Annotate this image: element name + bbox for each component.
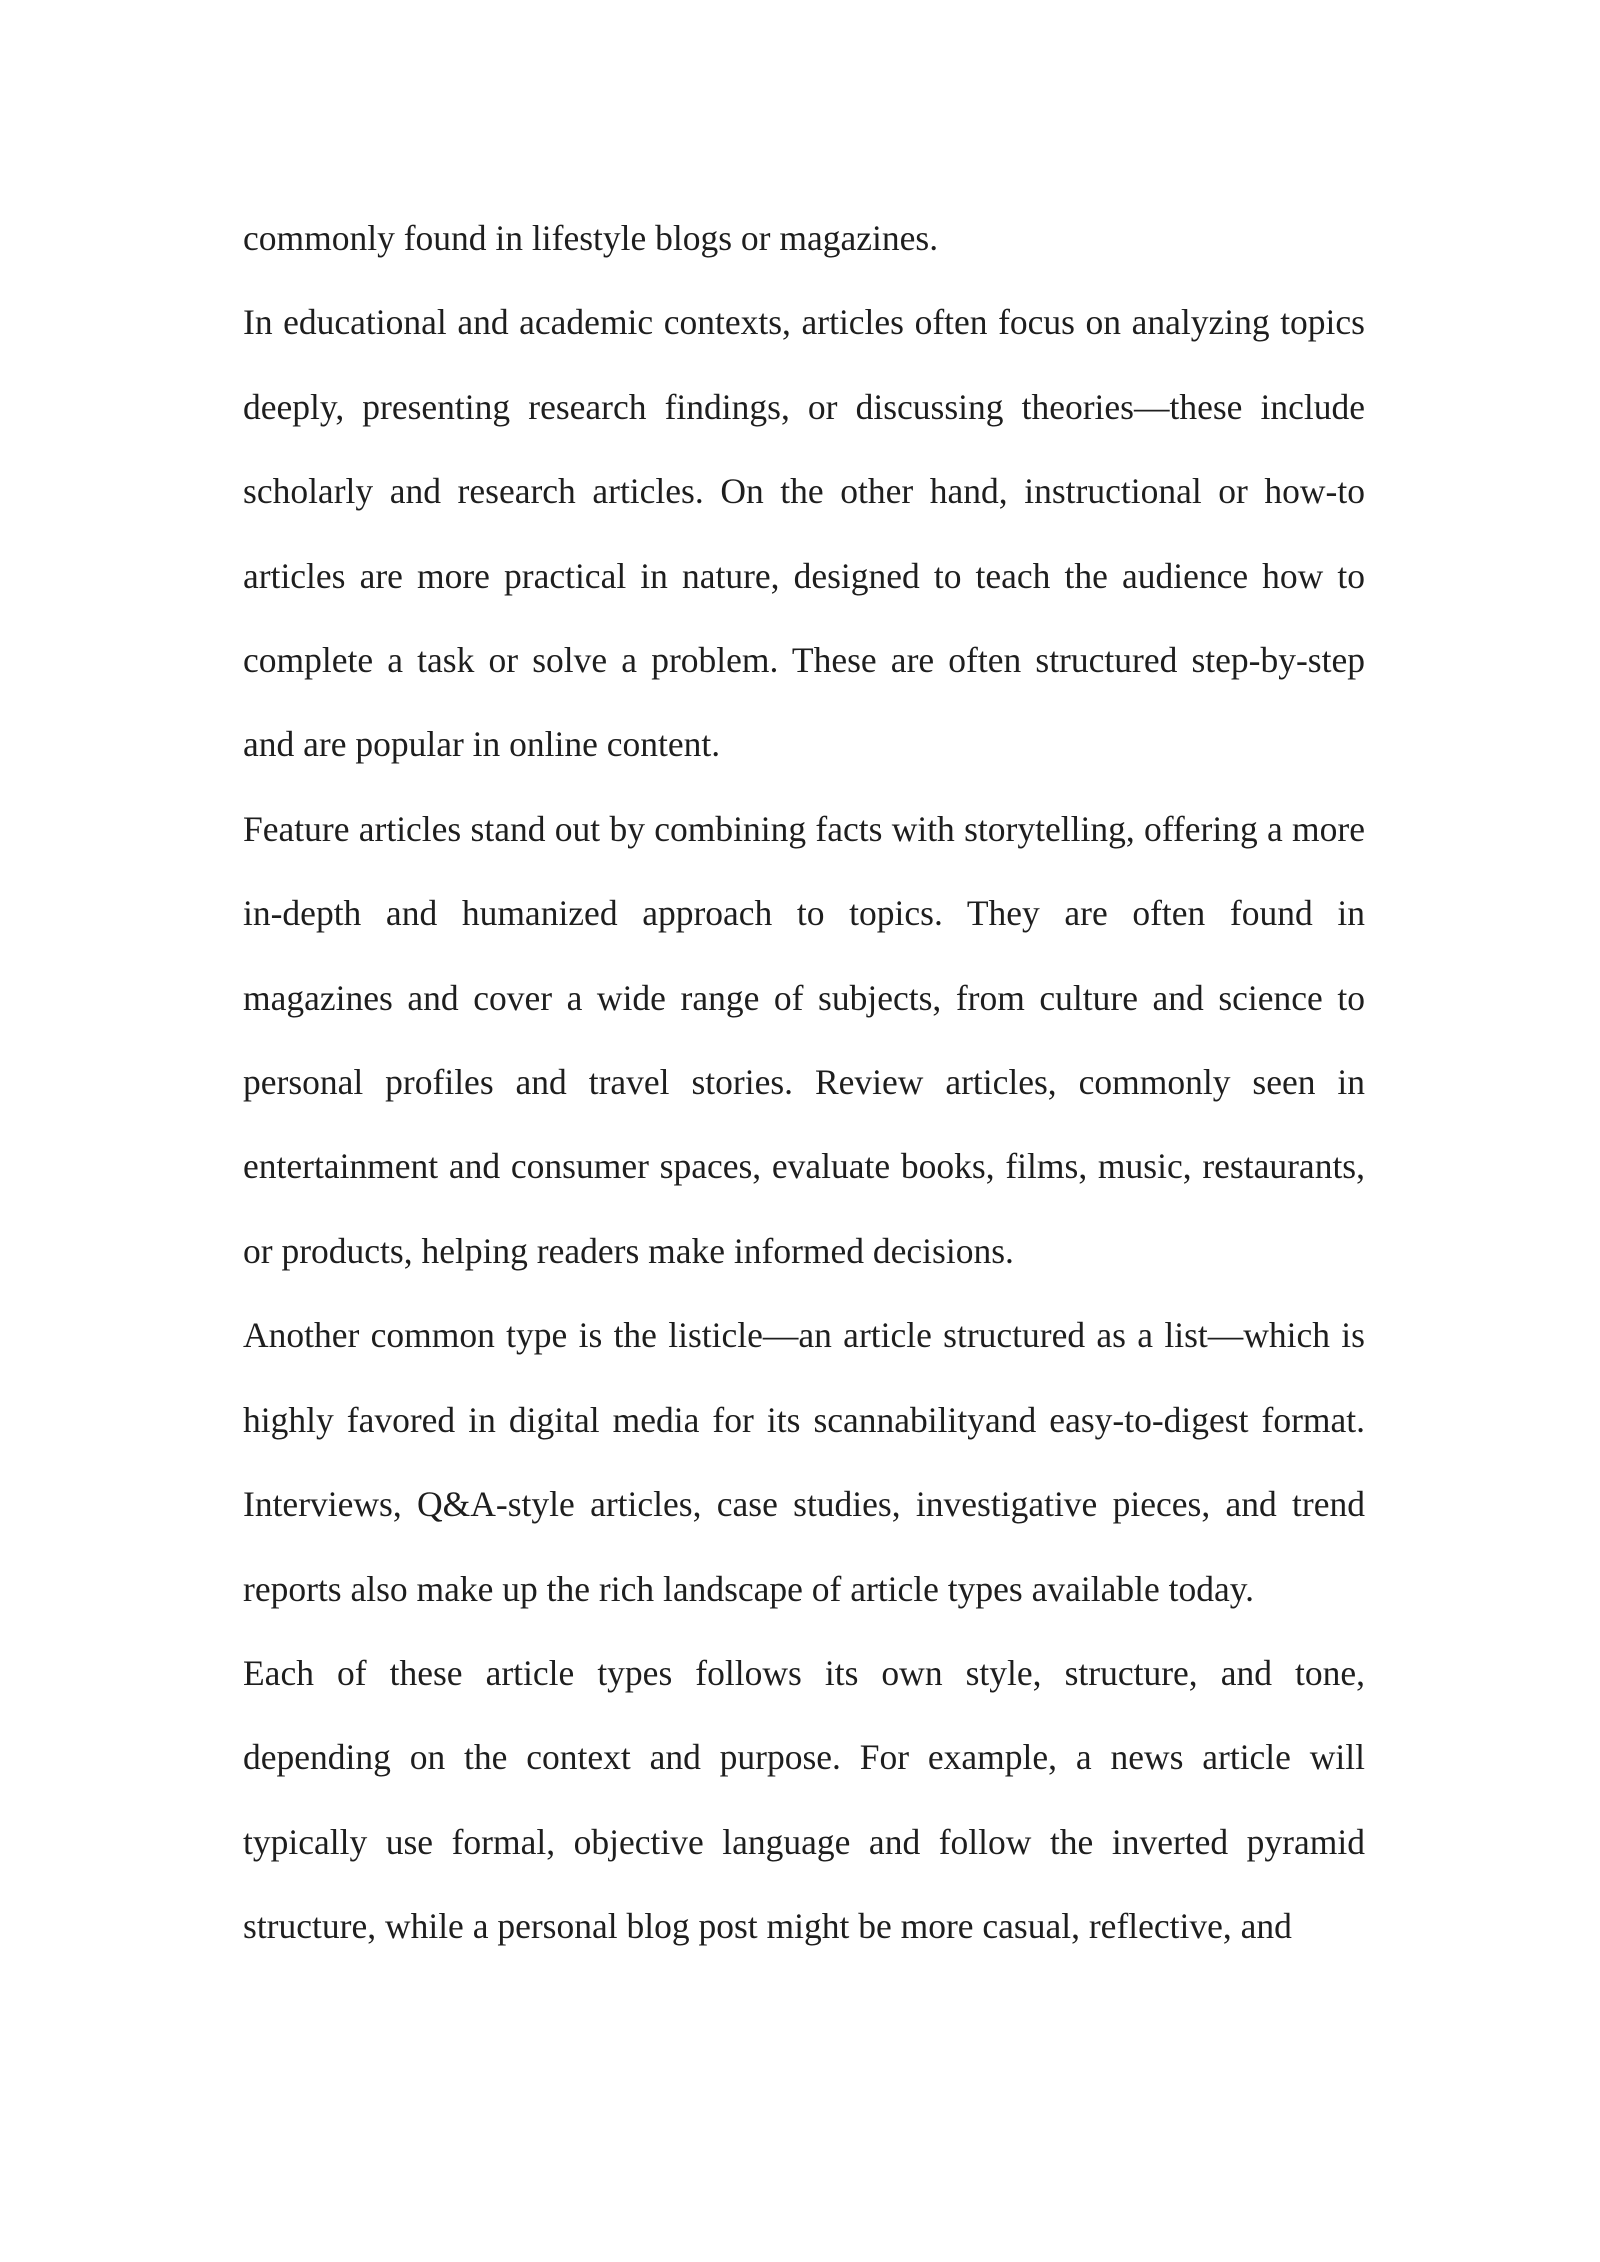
paragraph: Feature articles stand out by combining facts with storytelling, offering a more in-depth and humanized approach to topics. They are often found in magazines and cover a wide range of subjects, from culture and science to personal profiles and travel stories. Review articles, commonly seen in entertainment and consumer spaces, evaluate books, films, music, restaurants, or products, helping readers make informed decisions. <box>243 808 1365 1271</box>
paragraph: Each of these article types follows its own style, structure, and tone, depending on the context and purpose. For example, a news article will typically use formal, objective language and follow the inverted pyramid structure, while a personal blog post might be more casual, reflective, and <box>243 1652 1365 1947</box>
document-body <box>243 196 1365 1969</box>
paragraph: In educational and academic contexts, articles often focus on analyzing topics deeply, presenting research findings, or discussing theories—these include scholarly and research articles. On the other hand, instructional or how-to articles are more practical in nature, designed to teach the audience how to complete a task or solve a problem. These are often structured step-by-step and are popular in online content. <box>243 302 1365 765</box>
paragraph: commonly found in lifestyle blogs or magazines. <box>243 218 939 258</box>
paragraph: Another common type is the listicle—an article structured as a list—which is highly favored in digital media for its scannabilityand easy-to-digest format. Interviews, Q&A-style articles, case studies, investigative pieces, and trend reports also make up the rich landscape of article types available today. <box>243 1315 1365 1609</box>
